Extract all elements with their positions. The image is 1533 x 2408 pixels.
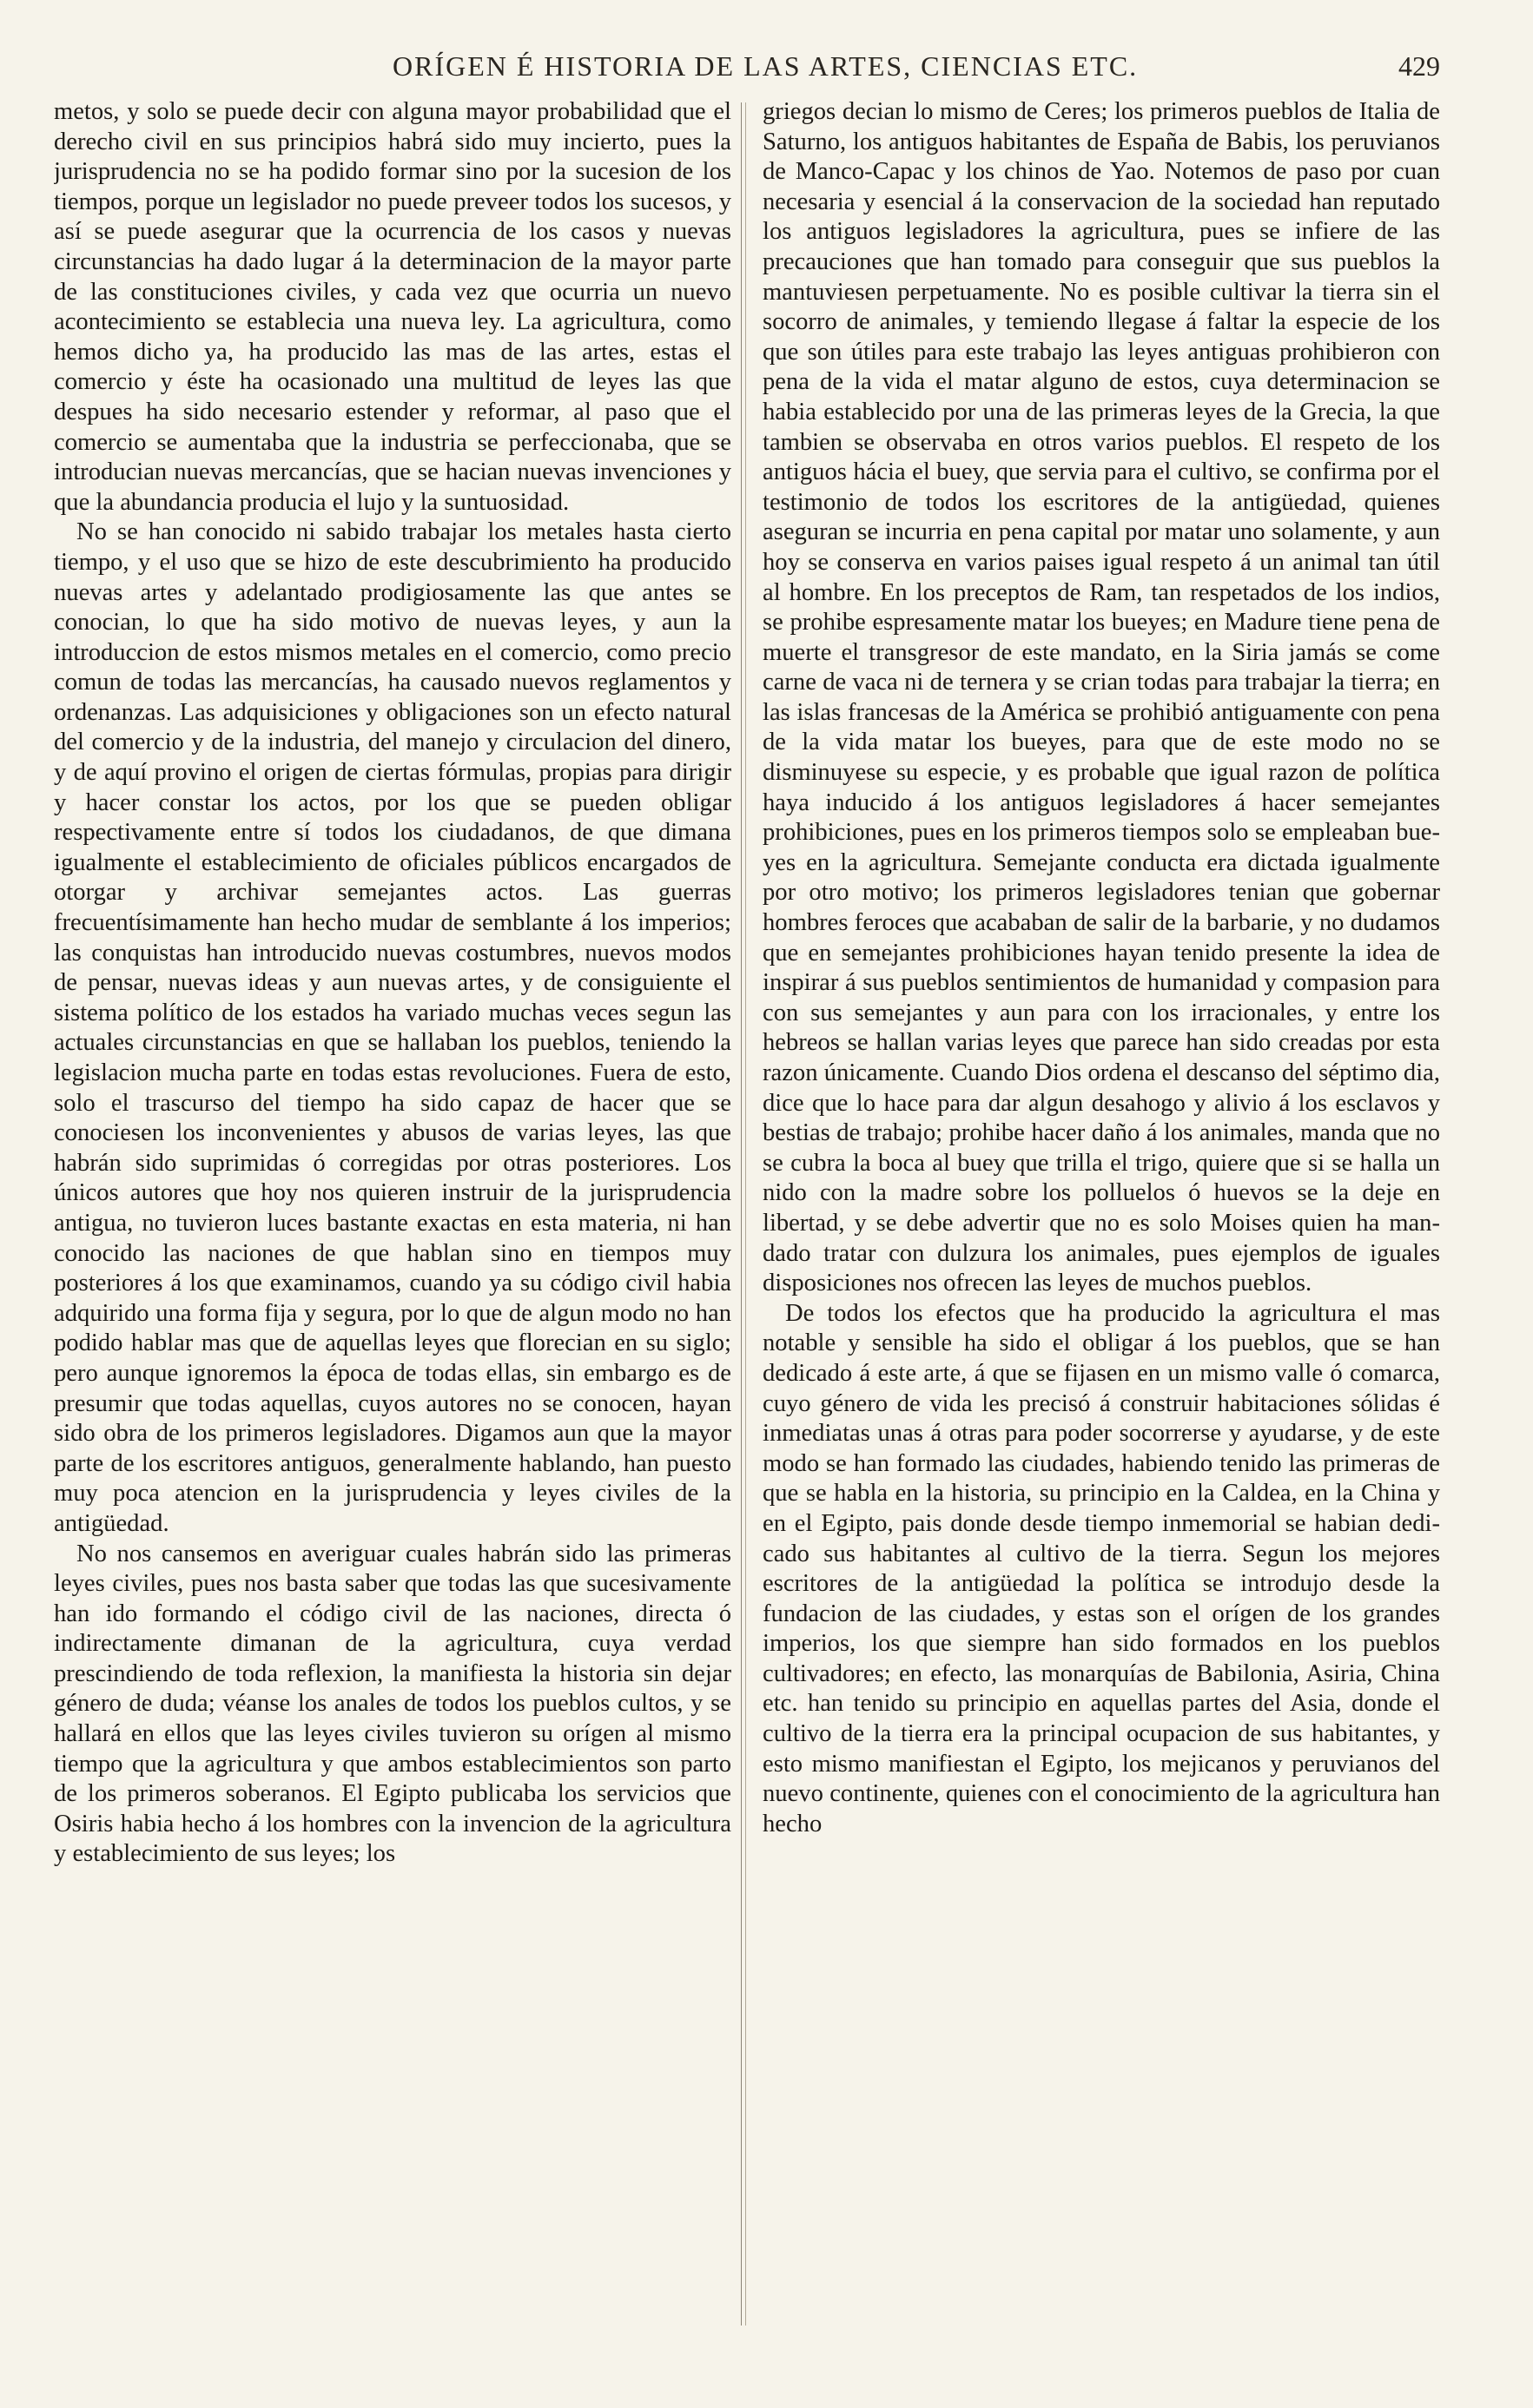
paragraph: griegos decian lo mismo de Ceres; los primeros pueblos de Italia de Saturno, los antiguos habitantes de España de Babis, los peruvianos de Manco-Capac y los chinos de Yao. Notemos de paso por cuan necesaria y esencial á la conservacion de la sociedad han reputado los antiguos legisladores la agricultura, pues se infiere de las precauciones que han tomado para conseguir que sus pueblos la mantuviesen perpetuamente. No es posible cultivar la tierra sin el socorro de animales, y temiendo llegase á faltar la especie de los que son útiles para este trabajo las leyes antiguas prohibieron con pena de la vida el matar alguno de estos, cuya determinacion se habia establecido por una de las primeras leyes de la Grecia, la que tambien se observaba en otros varios pueblos. El respeto de los antiguos hácia el buey, que servia para el cultivo, se confirma por el testimonio de todos los escritores de la antigüedad, quienes aseguran se incurria en pena capital por matar uno solamente, y aun hoy se conserva en varios paises igual respeto á un animal tan útil al hombre. En los preceptos de Ram, tan respetados de los indios, se prohibe espresamente matar los bueyes; en Madure tiene pena de muerte el transgresor de este mandato, en la Siria jamás se come carne de vaca ni de ternera y se crian todas para trabajar la tierra; en las islas francesas de la América se prohibió antiguamente con pena de la vida matar los bueyes, para que de este modo no se disminuyese su especie, y es probable que igual razon de política haya inducido á los antiguos legisladores á hacer semejantes prohibiciones, pues en los primeros tiempos solo se empleaban bueyes en la agricultura. Semejante conducta era dictada igualmente por otro motivo; los primeros legisladores tenian que gobernar hombres feroces que acababan de salir de la barbarie, y no dudamos que en semejantes prohibiciones hayan tenido presente la idea de inspirar á sus pueblos sentimientos de humanidad y compasion para con sus semejantes y aun para con los irracionales, y entre los hebreos se hallan varias leyes que parece han sido creadas por esta razon únicamente. Cuando Dios ordena el descanso del séptimo dia, dice que lo hace para dar algun desahogo y alivio á los esclavos y bestias de trabajo; prohibe hacer daño á los animales, manda que no se cubra la boca al buey que trilla el trigo, quiere que si se halla un nido con la madre sobre los polluelos ó huevos se la deje en libertad, y se debe advertir que no es solo Moises quien ha mandado tratar con dulzura los animales, pues ejemplos de iguales disposiciones nos ofrecen las leyes de muchos pueblos.: [763, 98, 1440, 1297]
running-head: [52, 50, 1442, 94]
paragraph: No se han conocido ni sabido trabajar los metales hasta cierto tiempo, y el uso que se hizo de este descubrimiento ha producido nuevas artes y adelantado prodigiosamente las que antes se conocian, lo que ha sido motivo de nuevas leyes, y aun la introduccion de estos mismos metales en el comercio, como precio comun de todas las mercancías, ha causado nuevos reglamentos y ordenanzas. Las adquisiciones y obligaciones son un efecto natural del comercio y de la industria, del manejo y circulacion del dinero, y de aquí provino el origen de ciertas fórmulas, propias para dirigir y hacer constar los actos, por los que se pueden obligar respectivamente entre sí todos los ciudadanos, de que dimana igualmente el establecimiento de oficiales públicos encargados de otorgar y archivar semejantes actos. Las guerras frecuentísimamente han hecho mudar de semblante á los imperios; las conquistas han introducido nuevas costumbres, nuevos modos de pensar, nuevas ideas y aun nuevas artes, y de consiguiente el sistema político de los estados ha variado muchas veces segun las actuales circunstancias en que se hallaban los pueblos, teniendo la legislacion mucha parte en todas estas revoluciones. Fuera de esto, solo el trascurso del tiempo ha sido capaz de hacer que se conociesen los inconvenientes y abusos de varias leyes, las que habrán sido suprimidas ó corregidas por otras posteriores. Los únicos autores que hoy nos quieren instruir de la jurisprudencia antigua, no tuvieron luces bastante exactas en esta materia, ni han conocido las naciones de que hablan sino en tiempos muy posteriores á los que examinamos, cuando ya su código civil habia adquirido una forma fija y segura, por lo que de algun modo no han podido hablar mas que de aquellas leyes que florecian en su siglo; pero aunque ignoremos la época de todas ellas, sin embargo es de presumir que todas aquellas, cuyos autores no se conocen, hayan sido obra de los primeros legisladores. Digamos aun que la mayor parte de los escritores antiguos, generalmente hablando, han puesto muy poca atencion en la jurisprudencia y leyes civiles de la antigüedad.: [54, 518, 731, 1537]
right-column: [763, 97, 1440, 2346]
left-column: [54, 97, 731, 2346]
column-divider: [741, 102, 742, 2326]
paragraph: metos, y solo se puede decir con alguna mayor probabilidad que el derecho civil en sus principios habrá sido muy incierto, pues la jurisprudencia no se ha podido formar sino por la sucesion de los tiempos, porque un legislador no puede preveer todos los sucesos, y así se puede asegurar que la ocurrencia de los casos y nuevas circunstancias ha dado lugar á la determinacion de la mayor parte de las constituciones civiles, y cada vez que ocurria un nuevo acontecimiento se establecia una nueva ley. La agricultura, como hemos dicho ya, ha producido las mas de las artes, estas el comercio y éste ha ocasionado una multitud de leyes las que despues ha sido necesario estender y reformar, al paso que el comercio se aumentaba que la industria se perfeccionaba, que se introducian nuevas mercancías, que se hacian nuevas invenciones y que la abundancia producia el lujo y la suntuosidad.: [54, 98, 731, 516]
column-divider: [745, 102, 746, 2326]
running-title: ORÍGEN É HISTORIA DE LAS ARTES, CIENCIAS ETC.: [393, 50, 1139, 82]
paragraph: De todos los efectos que ha producido la agricultura el mas notable y sensible ha sido el obligar á los pueblos, que se han dedicado á este arte, á que se fijasen en un mismo valle ó comarca, cuyo género de vida les precisó á construir habitaciones sólidas é inmediatas unas á otras para poder socorrerse y ayudarse, y de este modo se han formado las ciudades, habiendo tenido las primeras de que se habla en la historia, su principio en la Caldea, en la China y en el Egipto, pais donde desde tiempo inmemorial se habian dedicado sus habitantes al cultivo de la tierra. Segun los mejores escritores de la antigüedad la política se introdujo desde la fundacion de las ciudades, y estas son el orígen de los grandes imperios, los que siempre han sido formados en los pueblos cultivadores; en efecto, las monarquías de Babilonia, Asiria, China etc. han tenido su principio en aquellas partes del Asia, donde el cultivo de la tierra era la principal ocupacion de sus habitantes, y esto mismo manifiestan el Egipto, los mejicanos y peruvianos del nuevo continente, quienes con el conocimiento de la agricultura han hecho: [763, 1299, 1440, 1837]
page-number: 429: [1398, 50, 1440, 82]
paragraph: No nos cansemos en averiguar cuales habrán sido las primeras leyes civiles, pues nos basta saber que todas las que sucesivamente han ido formando el código civil de las naciones, directa ó indirectamente dimanan de la agricultura, cuya verdad prescindiendo de toda reflexion, la manifiesta la historia sin dejar género de duda; véanse los anales de todos los pueblos cultos, y se hallará en ellos que las leyes civiles tuvieron su orígen al mismo tiempo que la agricultura y que ambos establecimientos son parto de los primeros soberanos. El Egipto publicaba los servicios que Osiris habia hecho á los hombres con la invencion de la agricultura y establecimiento de sus leyes; los: [54, 1540, 731, 1868]
